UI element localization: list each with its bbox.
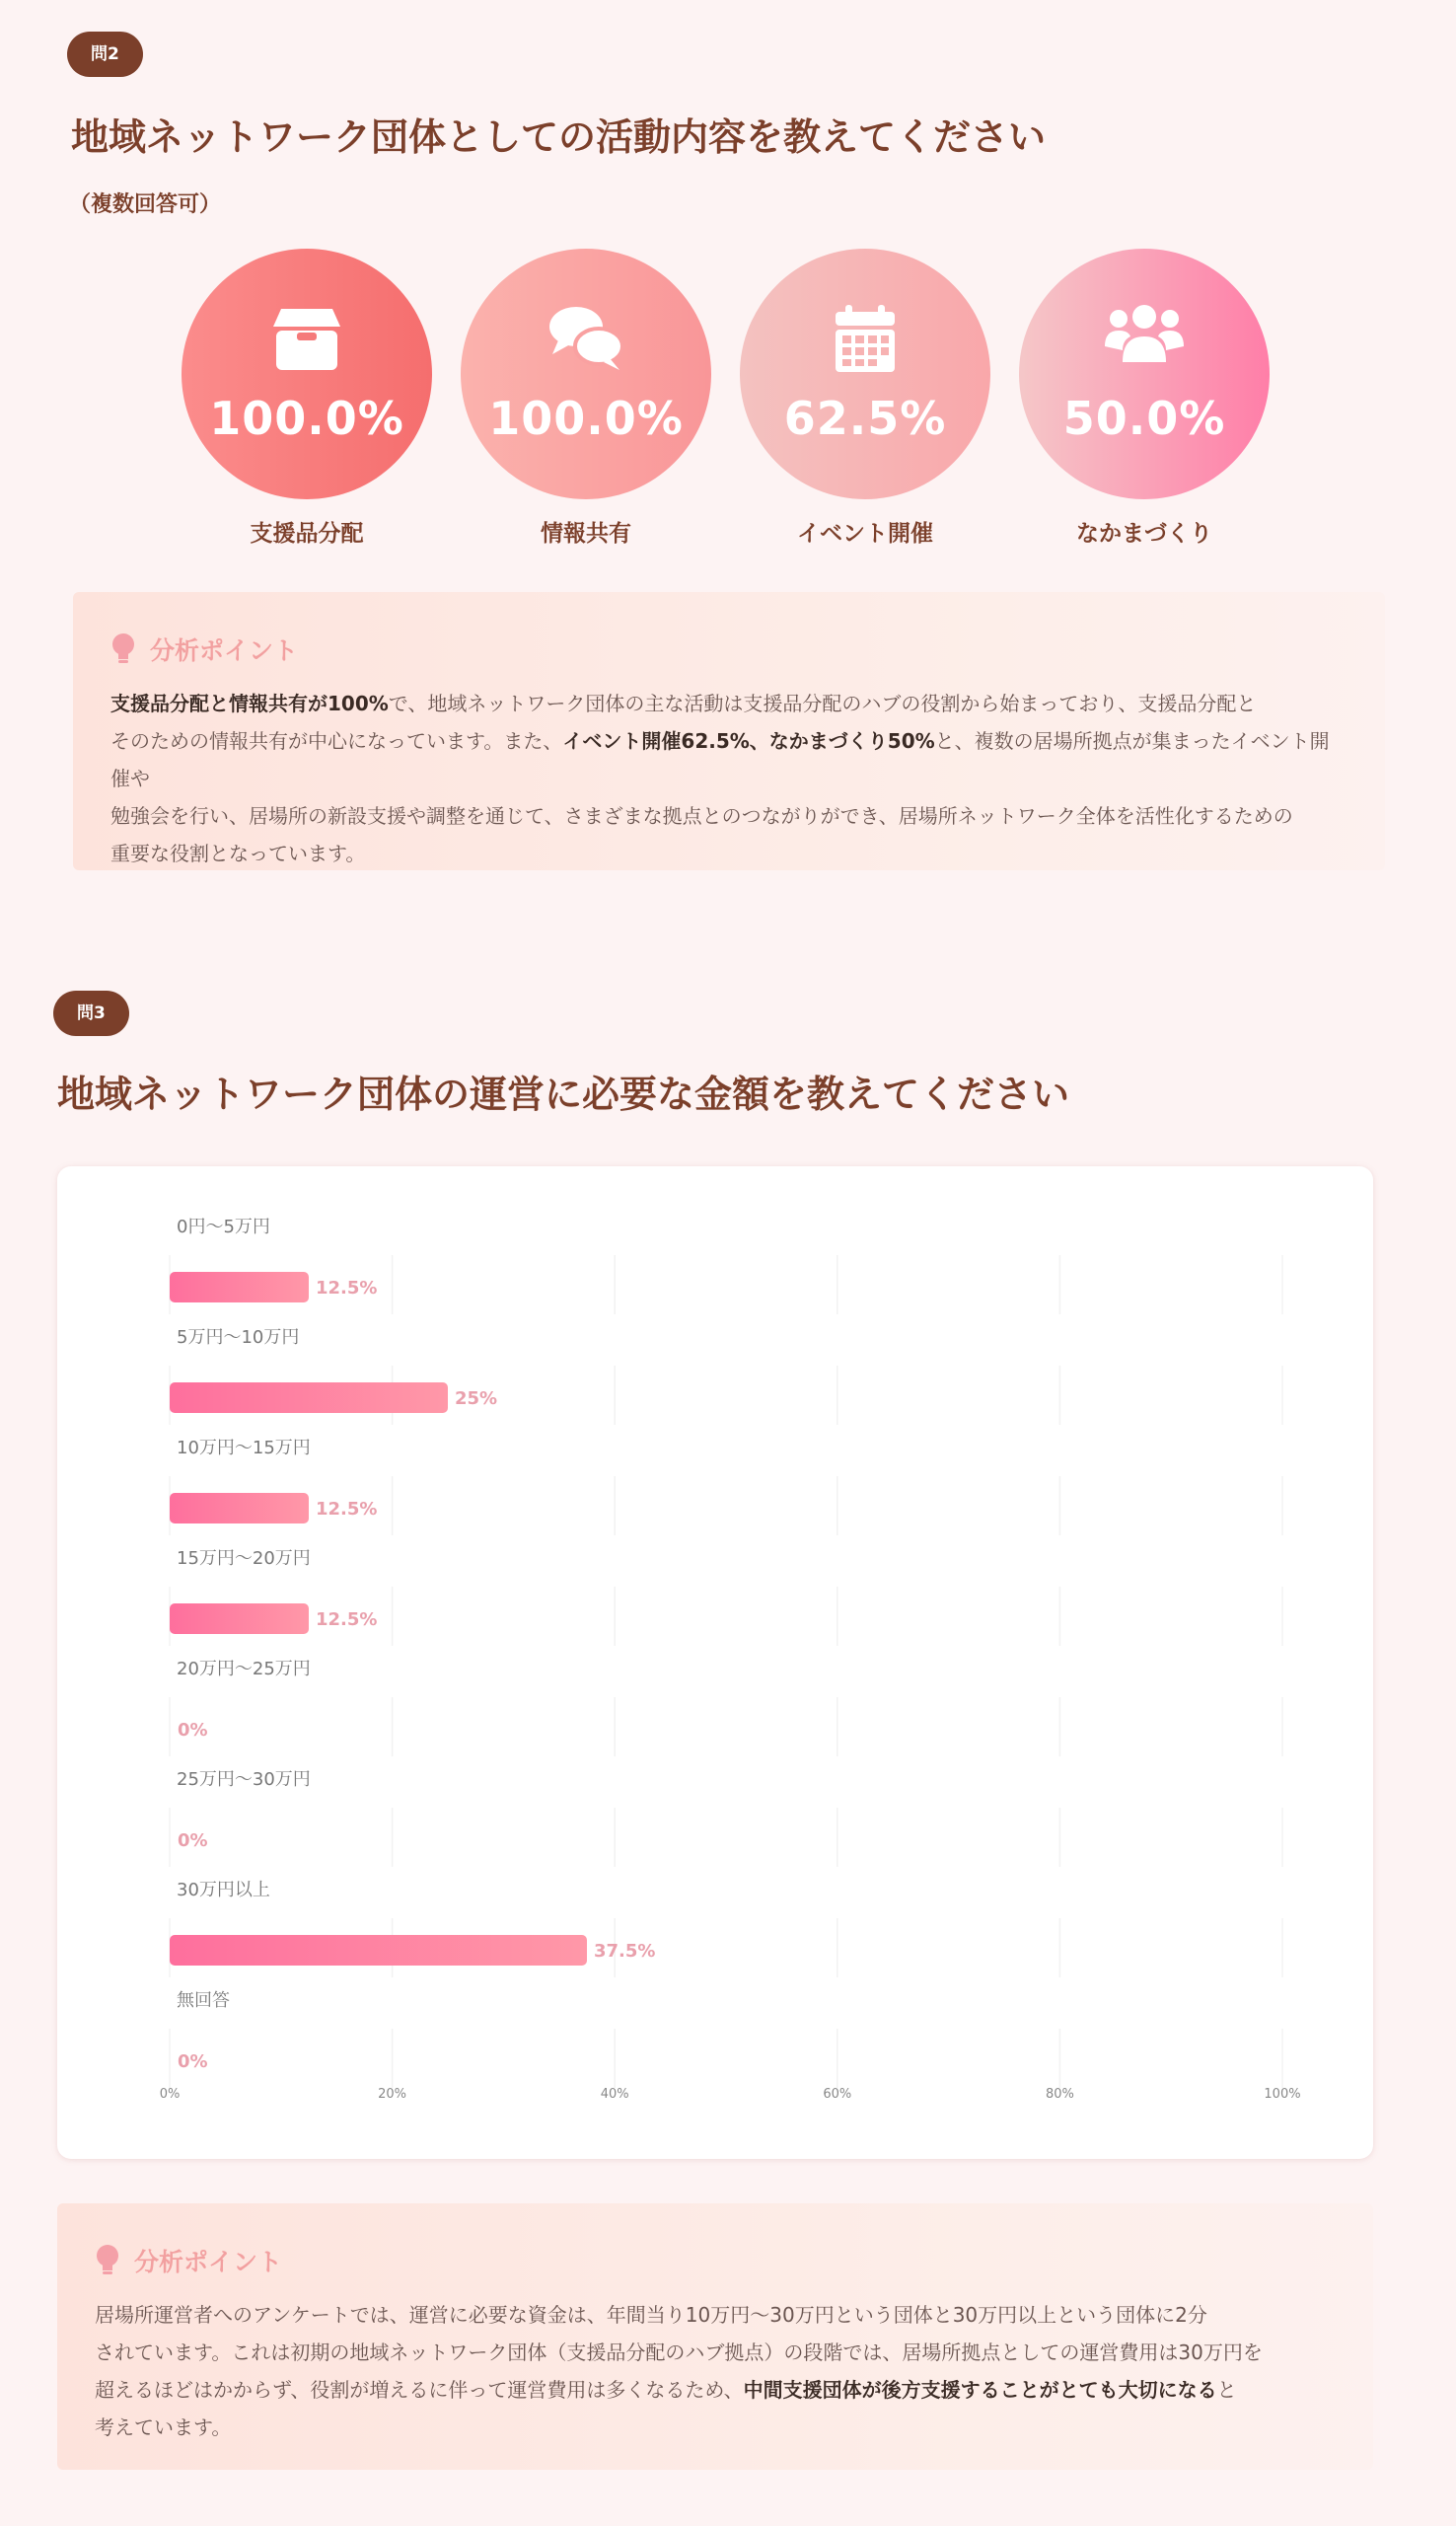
analysis-line [110, 797, 1347, 835]
page-title: 地域ネットワーク団体としての活動内容を教えてください [71, 115, 1047, 159]
x-tick-label: 60% [823, 2087, 852, 2102]
value-label: 0% [178, 1720, 208, 1741]
analysis-run: そのための情報共有が中心になっています。また、 [110, 729, 563, 753]
users-icon [1103, 303, 1186, 374]
analysis-run: されています。これは初期の地域ネットワーク団体（支援品分配のハブ拠点）の段階では、居場所拠点としての運営費用は30万円を [95, 2340, 1263, 2364]
analysis-title [95, 2243, 1336, 2278]
category-label: 30万円以上 [177, 1880, 270, 1900]
category-label: 無回答 [177, 1990, 230, 2011]
value-label: 0% [178, 1830, 208, 1851]
stat-circle [1019, 249, 1270, 499]
stat-card-0 [182, 249, 432, 548]
analysis-line [95, 2296, 1336, 2334]
analysis-emphasis: 支援品分配と情報共有が100% [110, 692, 389, 715]
analysis-line [95, 2409, 1336, 2446]
stat-percent: 100.0% [209, 392, 404, 445]
question-badge: 問3 [53, 991, 129, 1036]
calendar-icon [824, 303, 907, 374]
bar [170, 1935, 587, 1966]
analysis-line [95, 2334, 1336, 2371]
box-icon [265, 303, 348, 374]
stat-card-2 [740, 249, 990, 548]
lightbulb-icon [110, 633, 136, 665]
category-label: 0円〜5万円 [177, 1217, 270, 1237]
bar-chart-card [57, 1166, 1373, 2159]
x-tick-label: 80% [1045, 2087, 1074, 2102]
analysis-run: 重要な役割となっています。 [110, 842, 366, 865]
x-tick-label: 40% [600, 2087, 629, 2102]
analysis-emphasis: 中間支援団体が後方支援することがとても大切になる [743, 2378, 1217, 2402]
analysis-run: と、複数の居場所拠点が集まったイベント開催や [110, 729, 1330, 790]
analysis-title [110, 632, 1347, 667]
analysis-text [95, 2296, 1336, 2446]
category-label: 15万円〜20万円 [177, 1548, 311, 1569]
analysis-title-text: 分析ポイント [134, 2248, 283, 2276]
analysis-run: 勉強会を行い、居場所の新設支援や調整を通じて、さまざまな拠点とのつながりができ、居場所ネットワーク全体を活性化するための [110, 804, 1293, 828]
analysis-box [73, 592, 1385, 870]
stat-circle [740, 249, 990, 499]
x-tick-label: 20% [378, 2087, 407, 2102]
stat-card-3 [1019, 249, 1270, 548]
analysis-line [110, 685, 1347, 722]
lightbulb-icon [95, 2245, 120, 2276]
x-tick-label: 100% [1264, 2087, 1301, 2102]
multiple-answer-note: （複数回答可） [69, 192, 222, 217]
chat-bubbles-icon [545, 303, 627, 374]
bar [170, 1382, 448, 1413]
x-tick-label: 0% [159, 2087, 181, 2102]
bar-chart [57, 1166, 1373, 2159]
stat-label: 支援品分配 [250, 521, 364, 547]
value-label: 12.5% [316, 1499, 378, 1520]
analysis-line [110, 722, 1347, 797]
category-label: 5万円〜10万円 [177, 1327, 300, 1348]
value-label: 0% [178, 2051, 208, 2072]
analysis-run: 考えています。 [95, 2415, 232, 2439]
stat-percent: 100.0% [488, 392, 684, 445]
stat-circle [182, 249, 432, 499]
analysis-run: 超えるほどはかからず、役割が増えるに伴って運営費用は多くなるため、 [95, 2378, 744, 2402]
category-label: 25万円〜30万円 [177, 1769, 311, 1790]
stat-label: なかまづくり [1076, 521, 1212, 547]
question-badge: 問2 [67, 32, 143, 77]
analysis-emphasis: イベント開催62.5%、なかまづくり50% [562, 729, 935, 753]
stat-label: イベント開催 [797, 521, 933, 547]
value-label: 12.5% [316, 1278, 378, 1299]
section-title: 地域ネットワーク団体の運営に必要な金額を教えてください [57, 1073, 1070, 1116]
category-label: 20万円〜25万円 [177, 1659, 311, 1679]
value-label: 12.5% [316, 1609, 378, 1630]
stat-percent: 50.0% [1062, 392, 1226, 445]
analysis-run: と [1216, 2378, 1237, 2402]
stat-circle [461, 249, 711, 499]
value-label: 37.5% [594, 1941, 656, 1962]
analysis-title-text: 分析ポイント [150, 636, 299, 665]
bar [170, 1493, 309, 1523]
analysis-run: 居場所運営者へのアンケートでは、運営に必要な資金は、年間当り10万円〜30万円という団体と30万円以上という団体に2分 [95, 2303, 1207, 2327]
analysis-box [57, 2203, 1373, 2470]
analysis-line [95, 2371, 1336, 2409]
analysis-text [110, 685, 1347, 872]
bar [170, 1272, 309, 1302]
stat-label: 情報共有 [541, 521, 631, 547]
stat-card-1 [461, 249, 711, 548]
bar [170, 1603, 309, 1634]
stat-percent: 62.5% [783, 392, 947, 445]
category-label: 10万円〜15万円 [177, 1438, 311, 1458]
analysis-line [110, 835, 1347, 872]
analysis-run: で、地域ネットワーク団体の主な活動は支援品分配のハブの役割から始まっており、支援品分配と [388, 692, 1257, 715]
value-label: 25% [455, 1388, 498, 1409]
